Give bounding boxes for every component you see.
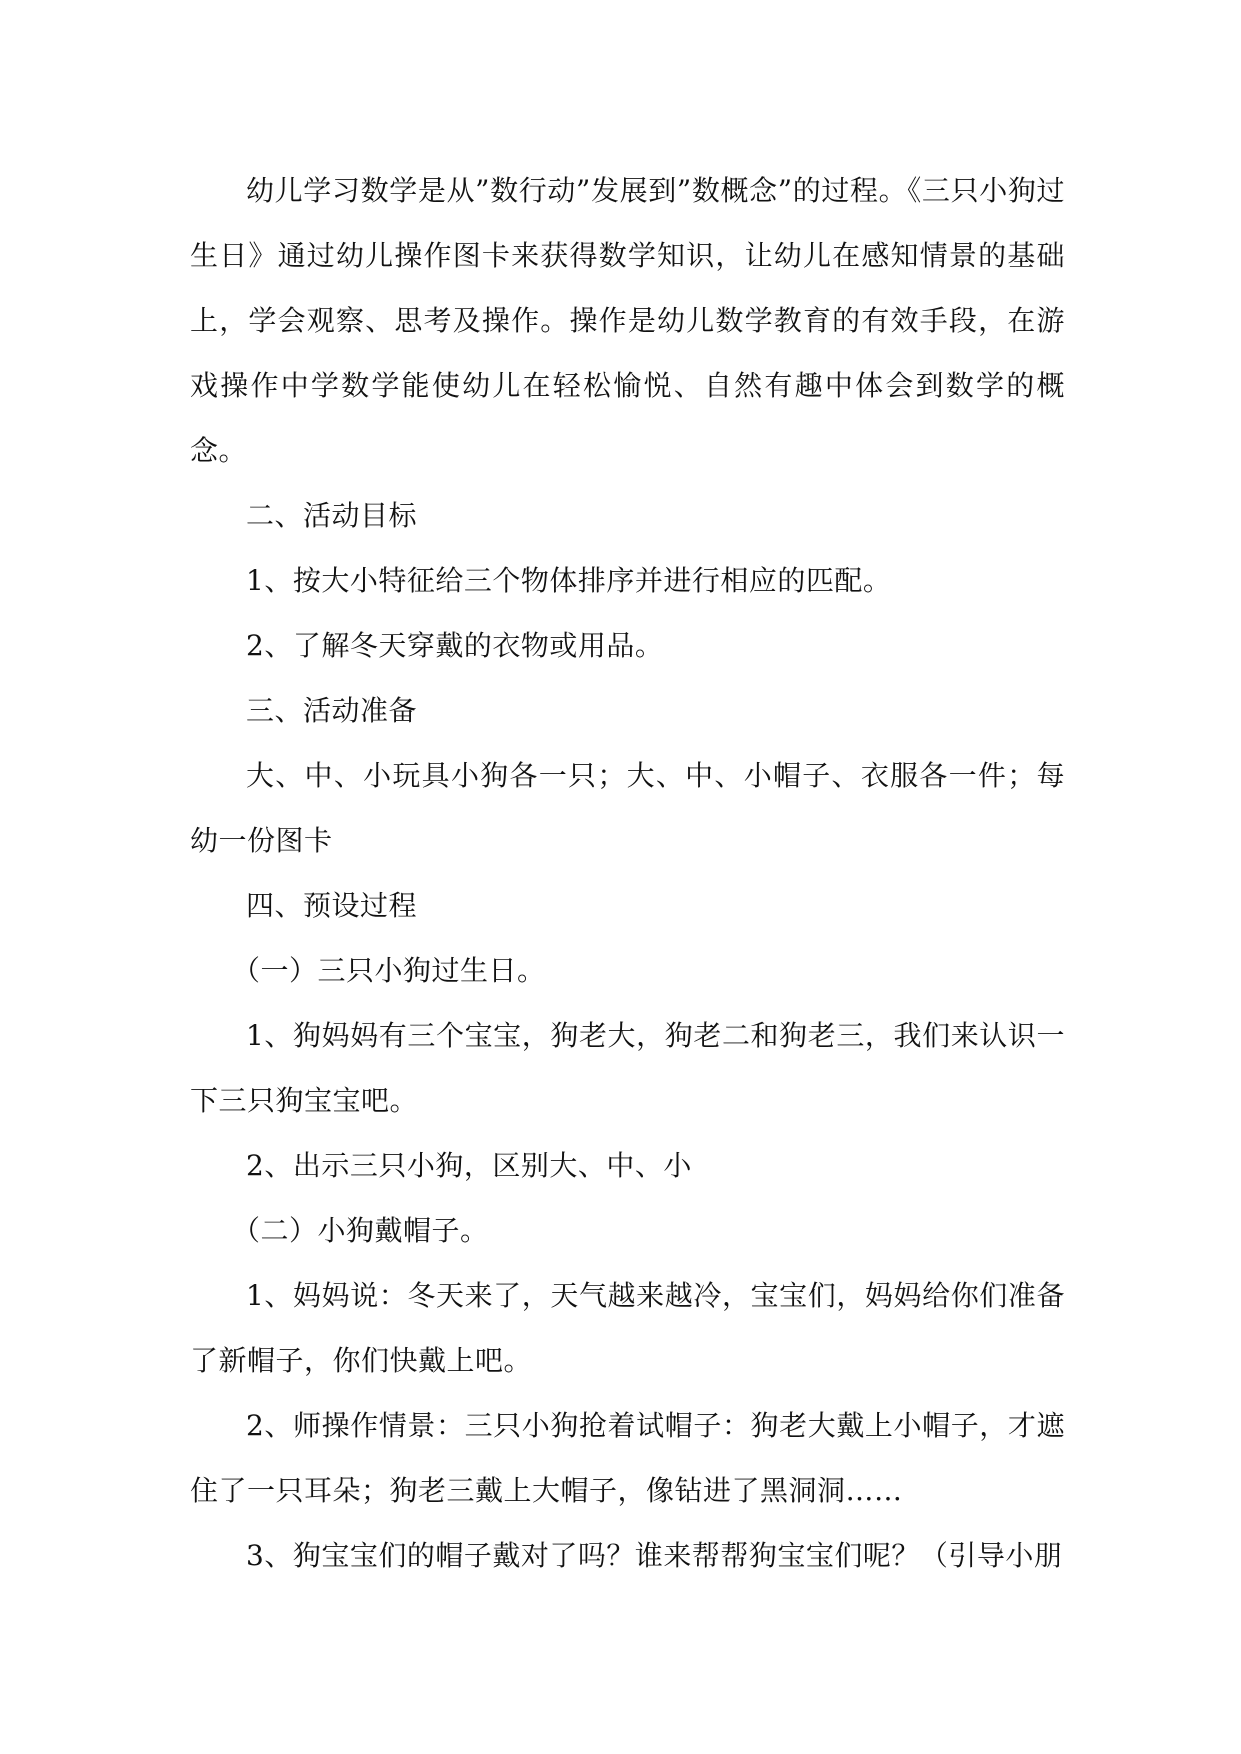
process-step-2-1: 1、妈妈说：冬天来了，天气越来越冷，宝宝们，妈妈给你们准备了新帽子，你们快戴上吧。	[190, 1279, 1065, 1377]
document-body	[190, 158, 1065, 1588]
process-subheading-1: （一）三只小狗过生日。	[232, 954, 546, 987]
process-subheading-2: （二）小狗戴帽子。	[232, 1214, 489, 1247]
process-step-2-2: 2、师操作情景：三只小狗抢着试帽子：狗老大戴上小帽子，才遮住了一只耳朵；狗老三戴上大帽子，像钻进了黑洞洞……	[190, 1409, 1065, 1507]
process-step-2-3: 3、狗宝宝们的帽子戴对了吗？谁来帮帮狗宝宝们呢？（引导小朋	[246, 1539, 1063, 1572]
goal-item-1: 1、按大小特征给三个物体排序并进行相应的匹配。	[246, 564, 892, 597]
preparation-text: 大、中、小玩具小狗各一只；大、中、小帽子、衣服各一件；每幼一份图卡	[190, 759, 1065, 857]
paragraph-intro: 幼儿学习数学是从”数行动”发展到”数概念”的过程。《三只小狗过生日》通过幼儿操作图卡来获得数学知识，让幼儿在感知情景的基础上，学会观察、思考及操作。操作是幼儿数学教育的有效手段，在游戏操作中学数学能使幼儿在轻松愉悦、自然有趣中体会到数学的概念。	[190, 174, 1065, 467]
section-heading-goals: 二、活动目标	[246, 499, 418, 532]
section-heading-preparation: 三、活动准备	[246, 694, 418, 727]
process-step-1-1: 1、狗妈妈有三个宝宝，狗老大，狗老二和狗老三，我们来认识一下三只狗宝宝吧。	[190, 1019, 1065, 1117]
goal-item-2: 2、了解冬天穿戴的衣物或用品。	[246, 629, 664, 662]
section-heading-process: 四、预设过程	[246, 889, 418, 922]
process-step-1-2: 2、出示三只小狗，区别大、中、小	[246, 1149, 692, 1182]
